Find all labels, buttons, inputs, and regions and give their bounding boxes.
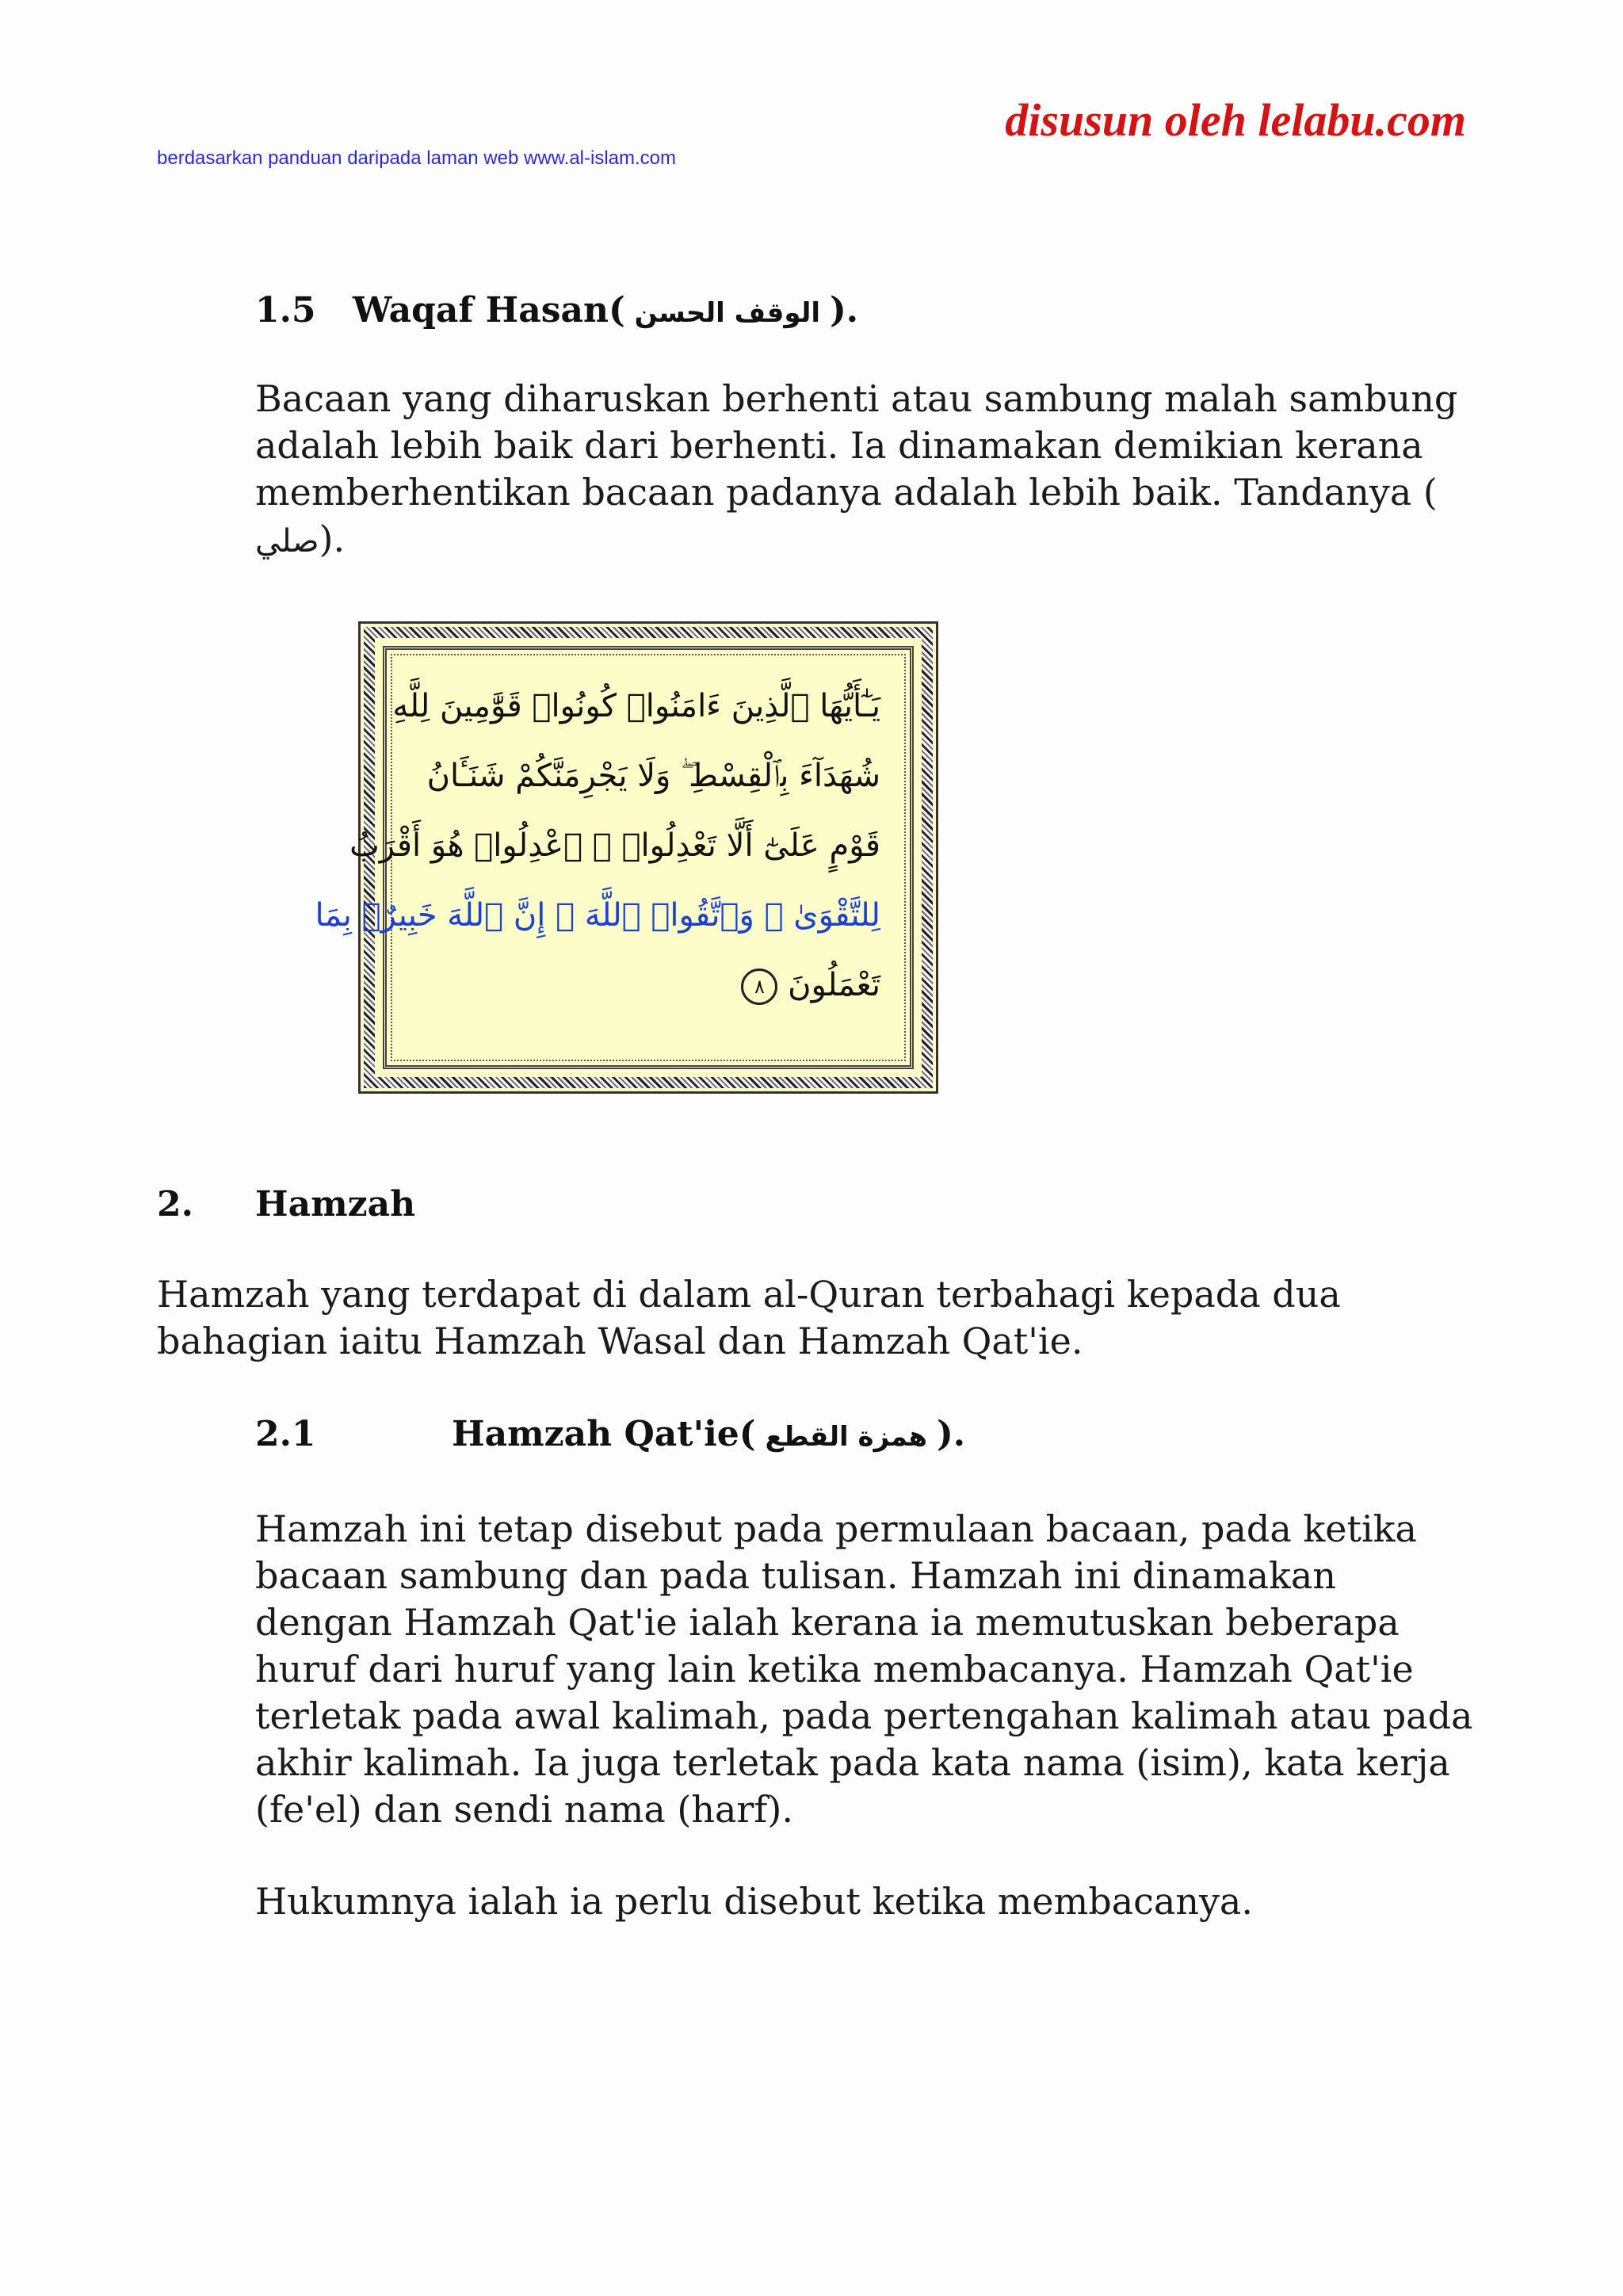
section-body-2 bbox=[157, 1271, 1393, 1365]
brand-title: disusun oleh lelabu.com bbox=[1005, 94, 1466, 146]
section-title: Waqaf Hasan( bbox=[353, 290, 625, 330]
quran-line: لِلتَّقْوَىٰ ۖ وَٱتَّقُوا۟ ٱللَّهَ ۚ إِنَّ ٱللَّهَ خَبِيرٌۢ بِمَا bbox=[315, 897, 880, 934]
section-title-suffix: ). bbox=[829, 290, 859, 330]
body-text: Hamzah yang terdapat di dalam al-Quran terbahagi kepada dua bahagian iaitu Hamzah Wasal dan Hamzah Qat'ie. bbox=[157, 1273, 1341, 1362]
waqaf-mark: صلي bbox=[255, 523, 319, 560]
section-number: 1.5 bbox=[255, 290, 316, 330]
body-text: Bacaan yang diharuskan berhenti atau sambung malah sambung adalah lebih baik dari berhenti. Ia dinamakan demikian kerana memberhentikan bacaan padanya adalah lebih baik. Tandanya ( bbox=[255, 377, 1458, 514]
section-body-1-5 bbox=[255, 376, 1468, 565]
quran-verse-frame bbox=[315, 621, 938, 1094]
section-title: Hamzah Qat'ie( bbox=[452, 1414, 756, 1454]
section-title-arabic: الوقف الحسن bbox=[624, 297, 830, 329]
rule-text: Hukumnya ialah ia perlu disebut ketika membacanya. bbox=[255, 1880, 1253, 1923]
quran-verse-text bbox=[315, 671, 880, 1020]
quran-line: قَوْمٍ عَلَىٰٓ أَلَّا تَعْدِلُوا۟ ۚ ٱعْدِلُوا۟ هُوَ أَقْرَبُ bbox=[349, 827, 880, 864]
quran-line bbox=[424, 950, 880, 1020]
body-text-end: ). bbox=[319, 518, 346, 560]
section-title: Hamzah bbox=[255, 1184, 416, 1224]
ayah-number-icon: ٨ bbox=[741, 968, 777, 1005]
quran-line-last: تَعْمَلُونَ bbox=[788, 967, 880, 1003]
section-title-arabic: همزة القطع bbox=[755, 1421, 937, 1453]
quran-line: شُهَدَآءَ بِٱلْقِسْطِ ۖ وَلَا يَجْرِمَنَّكُمْ شَنَـَٔانُ bbox=[426, 758, 880, 794]
section-heading-1-5 bbox=[255, 290, 858, 330]
section-title-suffix: ). bbox=[936, 1414, 966, 1454]
section-rule-2-1 bbox=[255, 1878, 1476, 1925]
section-body-2-1 bbox=[255, 1506, 1476, 1833]
section-number: 2. bbox=[157, 1184, 193, 1224]
body-text: Hamzah ini tetap disebut pada permulaan bacaan, pada ketika bacaan sambung dan pada tulisan. Hamzah ini dinamakan dengan Hamzah Qat'ie ialah kerana ia memutuskan beberapa huruf dari huruf yang lain ketika membacanya. Hamzah Qat'ie terletak pada awal kalimah, pada pertengahan kalimah atau pada akhir kalimah. Ia juga terletak pada kata nama (isim), kata kerja (fe'el) dan sendi nama (harf). bbox=[255, 1507, 1473, 1831]
section-heading-2 bbox=[157, 1184, 415, 1224]
section-heading-2-1 bbox=[255, 1414, 965, 1454]
section-number: 2.1 bbox=[255, 1414, 316, 1454]
source-note: berdasarkan panduan daripada laman web www.al-islam.com bbox=[157, 147, 677, 169]
quran-line: يَـٰٓأَيُّهَا ٱلَّذِينَ ءَامَنُوا۟ كُونُوا۟ قَوَّٰمِينَ لِلَّهِ bbox=[392, 688, 880, 724]
